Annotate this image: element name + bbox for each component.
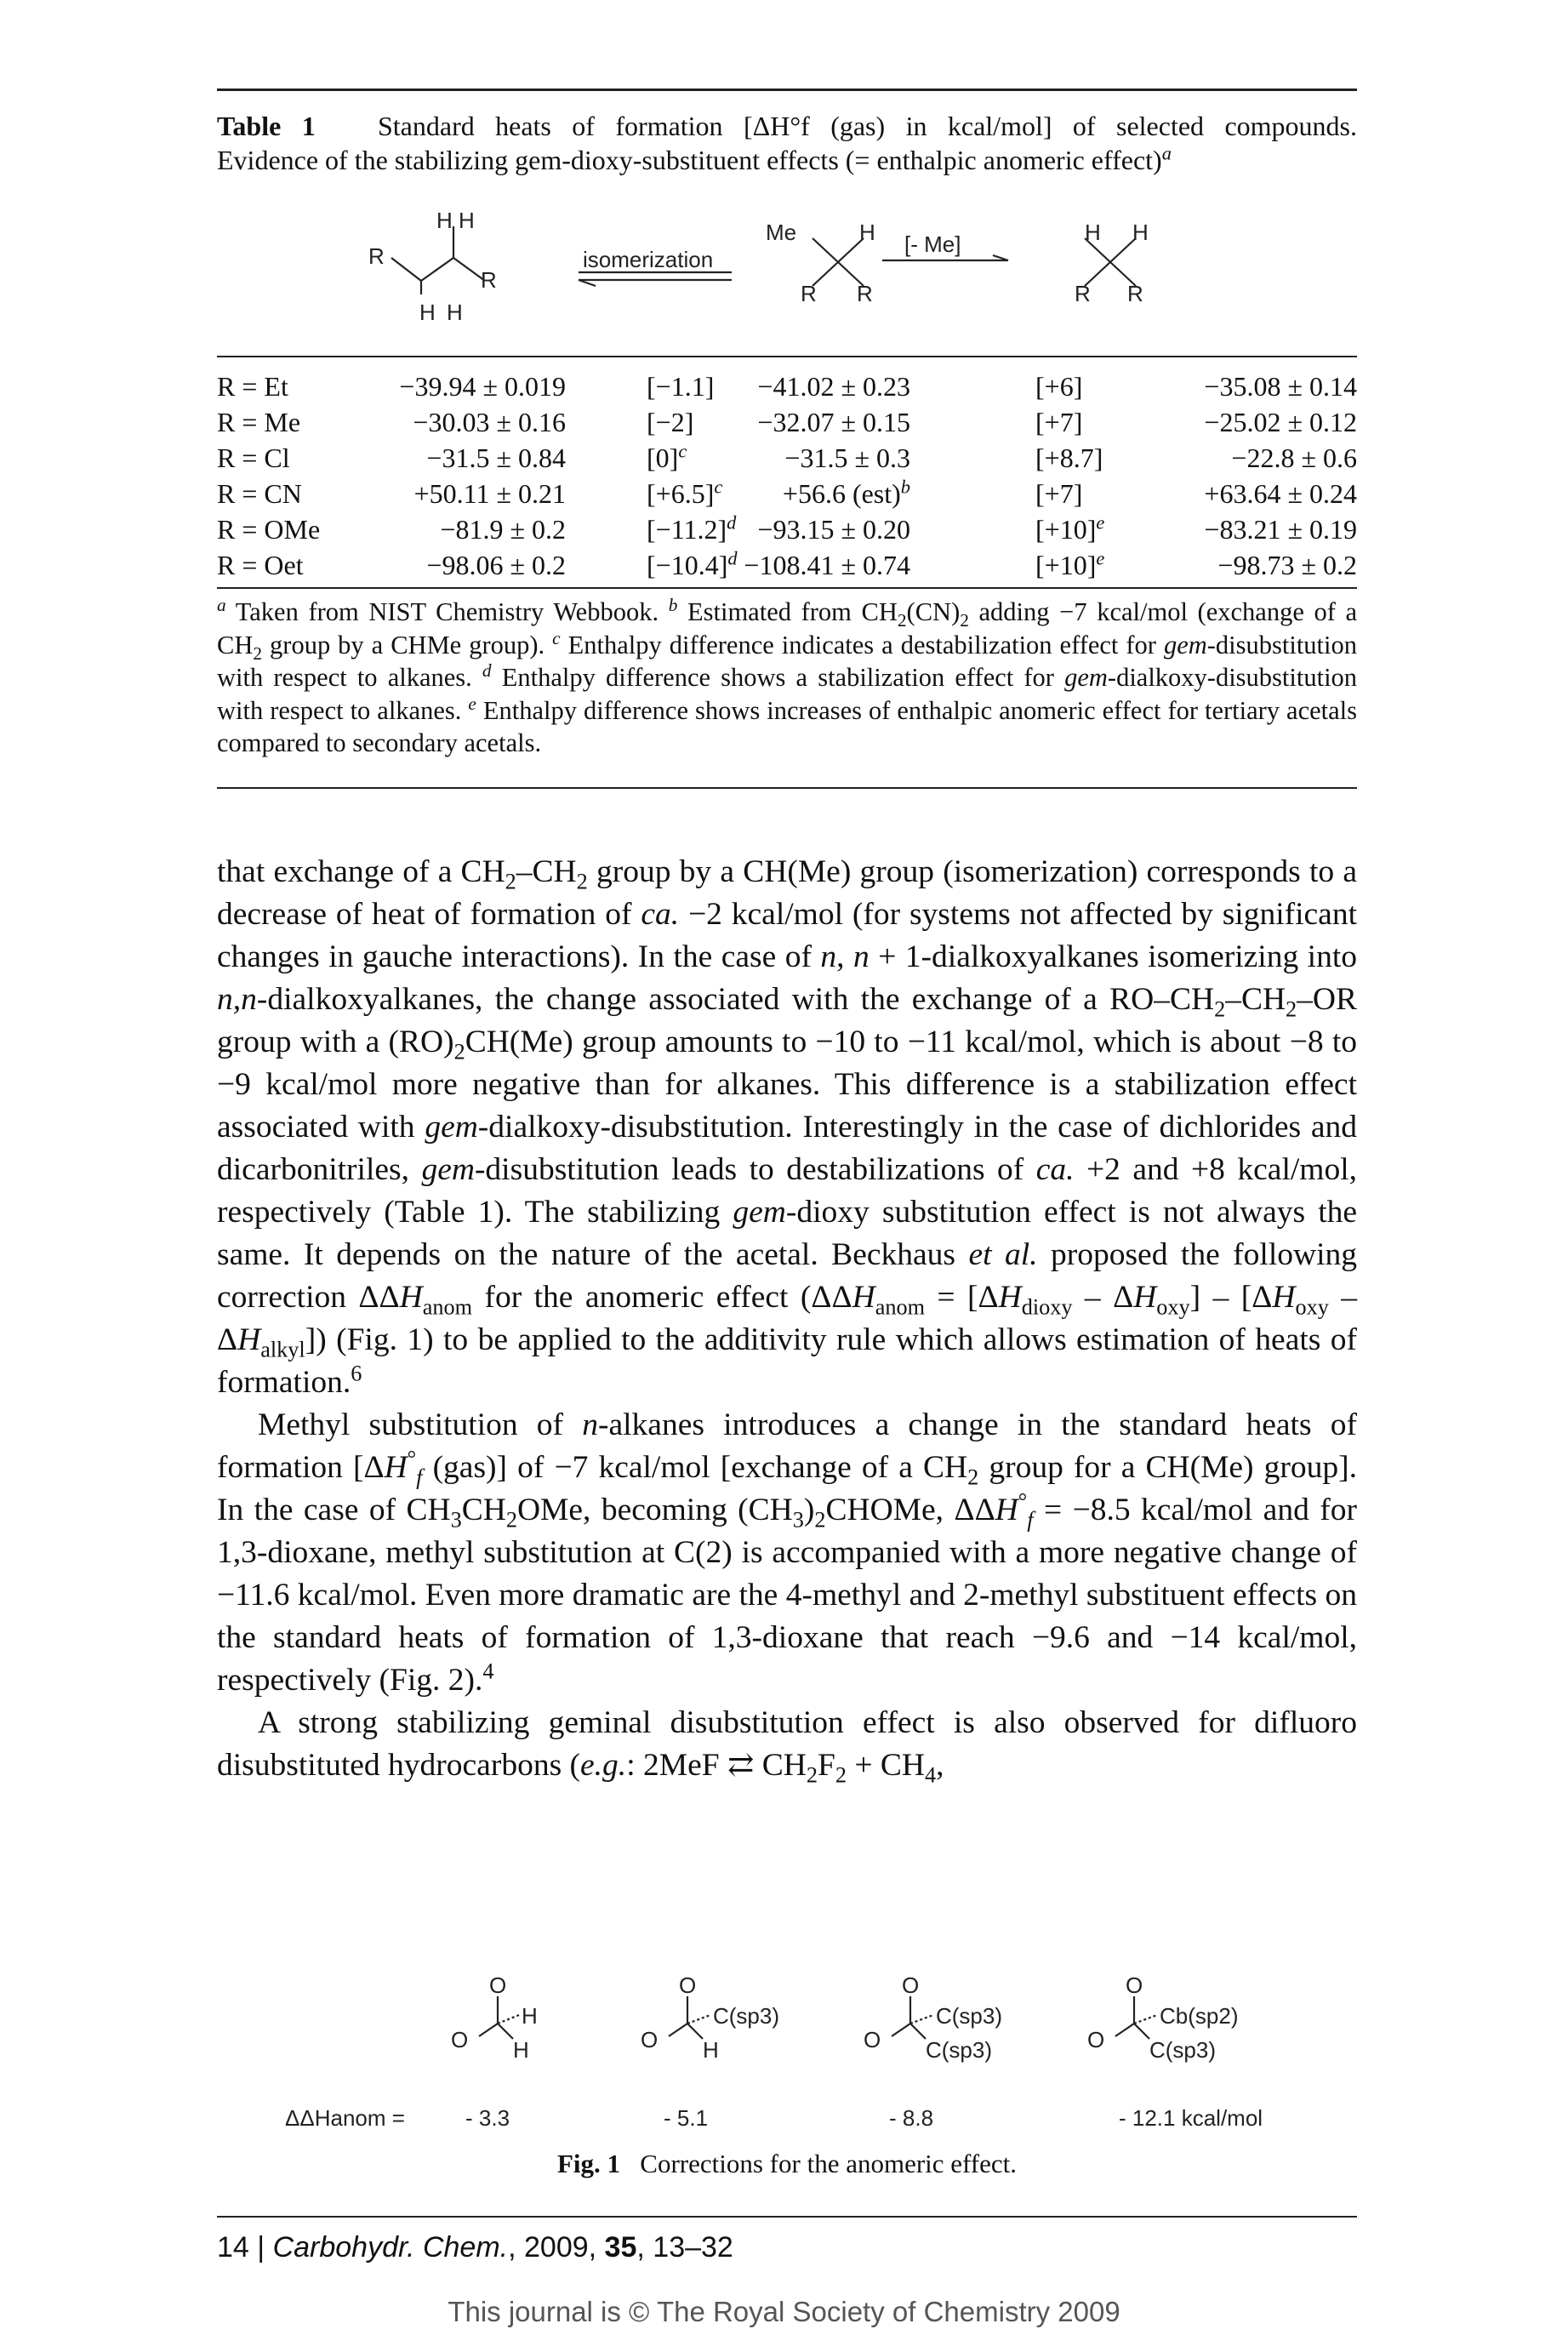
text-run: 2: [505, 1507, 517, 1533]
table-cell-value: +50.11 ± 0.21: [413, 478, 566, 509]
text-run: n,n: [217, 982, 257, 1017]
figure-1: [217, 1972, 1357, 2143]
footnote-c: Enthalpy difference indicates a destabilization effect for: [567, 630, 1164, 659]
table-cell-value: R = Oet: [217, 550, 304, 580]
text-run: 3: [450, 1507, 462, 1533]
text-run: ): [803, 1493, 815, 1527]
table-cell-value: [−1.1]: [647, 371, 715, 402]
table-row: [217, 511, 1357, 547]
table-cell-value: −22.8 ± 0.6: [1231, 442, 1357, 473]
scheme-h-label: H: [459, 208, 475, 233]
table-cell-value: [+7]: [1035, 478, 1083, 509]
table-cell-value: R = CN: [217, 478, 302, 509]
body-text: [217, 851, 1357, 1787]
table-row: [217, 404, 1357, 440]
footnote-c: gem: [1163, 630, 1207, 659]
footer-separator: |: [257, 2231, 265, 2264]
table-cell-value: −93.15 ± 0.20: [757, 514, 910, 545]
footnote-d: gem: [1064, 663, 1108, 692]
text-run: dioxy: [1021, 1294, 1073, 1320]
table-footnotes: $^a$ Taken from NIST Chemistry Webbook. $^b$ Estimated from $CH_2(CN)_2$ adding −7 kcal/mol (exchange of a $CH_2$ group by a CHMe group). $^c$ Enthalpy difference indicates a destabilization effect for gem-disubstitution with respect to alkanes. $^d$ Enthalpy difference shows a stabilization effect for gem-dialkoxy-disubstitution with respect to alkanes. $^e$ Enthalpy difference shows increases of enthalpic anomeric effect for tertiary acetals compared to secondary acetals.: [217, 594, 1358, 757]
text-run: n: [852, 939, 870, 974]
table-cell: [217, 368, 288, 404]
table-cell: [744, 547, 910, 583]
fig-o-label: O: [1087, 2027, 1105, 2052]
fig-value: - 8.8: [889, 2105, 934, 2131]
journal-pages: 13–32: [653, 2231, 733, 2264]
table-cell: [426, 547, 566, 583]
table-cell: [1035, 404, 1082, 440]
table-cell: [647, 511, 736, 547]
table-cell-value: [+7]: [1035, 407, 1083, 437]
fig-o-label: O: [451, 2027, 469, 2052]
text-run: F: [817, 1748, 835, 1783]
scheme-h-label: H: [1132, 220, 1149, 245]
table-body-rule: [217, 587, 1357, 589]
table-cell-note: b: [900, 476, 910, 498]
table-cell-value: R = Cl: [217, 442, 290, 473]
table-cell-note: e: [1096, 511, 1105, 534]
table-header-rule: [217, 356, 1357, 357]
footnote-d: Enthalpy difference shows a stabilization effect for: [501, 663, 1065, 692]
table-caption-line1: Standard heats of formation [ΔH°f (gas) in kcal/mol] of selected compounds.: [377, 111, 1358, 141]
text-run: ]) (Fig. 1) to be applied to the additivity rule which allows estimation of heats of formation.: [217, 1322, 1357, 1400]
scheme-h-label: H: [447, 300, 463, 325]
table-cell: [217, 440, 290, 476]
footnote-b: adding −7 kcal/mol (exchange of a CH: [217, 597, 1358, 659]
demethyl-label: [- Me]: [904, 231, 961, 257]
text-run: + CH: [846, 1748, 925, 1783]
text-run: 2: [505, 869, 516, 894]
table-bottom-rule: [217, 787, 1357, 789]
table-row: [217, 547, 1357, 583]
table-title: Table 1: [217, 111, 316, 141]
footer-rule: [217, 2216, 1357, 2218]
fig-value: - 12.1 kcal/mol: [1119, 2105, 1263, 2131]
text-run: H: [384, 1450, 408, 1485]
scheme-h-label: H: [419, 300, 436, 325]
table-cell: [1035, 511, 1104, 547]
scheme-h-label: H: [436, 208, 453, 233]
journal-volume: 35: [604, 2231, 637, 2264]
text-run: group for a CH(Me) group]. In the case of CH: [217, 1450, 1357, 1527]
table-cell: [647, 440, 687, 476]
table-cell-value: [−11.2]: [647, 514, 727, 545]
text-run: Methyl substitution of: [258, 1407, 583, 1442]
table-cell: [757, 368, 910, 404]
scheme-me-label: Me: [766, 220, 797, 245]
text-run: ca.: [1035, 1152, 1075, 1187]
text-run: f: [1027, 1507, 1034, 1533]
scheme-h-label: H: [1085, 220, 1101, 245]
table-cell-value: −31.5 ± 0.84: [426, 442, 566, 473]
table-cell: [757, 404, 910, 440]
table-cell-value: R = OMe: [217, 514, 321, 545]
footnote-b: (CN): [906, 597, 961, 626]
table-cell: [217, 404, 300, 440]
table-cell-value: −41.02 ± 0.23: [757, 371, 910, 402]
fig-value: - 3.3: [465, 2105, 510, 2131]
text-run: H: [852, 1280, 875, 1315]
scheme-r-label: R: [1127, 281, 1143, 306]
scheme-r-label: R: [481, 267, 497, 293]
table-cell: [1035, 440, 1103, 476]
table-cell: [1035, 476, 1082, 511]
table-cell-value: −98.06 ± 0.2: [426, 550, 566, 580]
text-run: 4: [924, 1762, 937, 1788]
table-cell: [1204, 511, 1357, 547]
table-cell-value: −98.73 ± 0.2: [1217, 550, 1357, 580]
table-cell-note: c: [678, 440, 687, 462]
table-cell: [414, 476, 566, 511]
fig-o-label: O: [864, 2027, 881, 2052]
page-footer: 14 | Carbohydr. Chem., 2009, 35, 13–32: [217, 2231, 733, 2264]
table-cell-value: −81.9 ± 0.2: [440, 514, 566, 545]
text-run: – Δ: [1072, 1280, 1134, 1315]
paragraph: [217, 1404, 1357, 1702]
text-run: anom: [422, 1294, 473, 1320]
text-run: n: [820, 939, 837, 974]
footnote-a: Taken from NIST Chemistry Webbook.: [235, 597, 659, 626]
table-cell: [1217, 547, 1357, 583]
table-cell: [783, 476, 910, 511]
fig-sub-label: C(sp3): [926, 2037, 993, 2063]
scheme-r-label: R: [801, 281, 817, 306]
table-cell: [647, 547, 738, 583]
table-cell-value: R = Me: [217, 407, 301, 437]
text-run: −2 kcal/mol (for systems not affected by significant changes in gauche interactions). In the case of: [217, 897, 1357, 974]
text-run: e.g.: [580, 1748, 627, 1783]
text-run: -disubstitution leads to destabilizations of: [474, 1152, 1036, 1187]
text-run: A strong stabilizing geminal disubstitution effect is also observed for difluoro disubstituted hydrocarbons (: [217, 1705, 1357, 1783]
text-run: 6: [351, 1361, 362, 1386]
text-run: gem: [425, 1110, 478, 1145]
text-run: n: [582, 1407, 598, 1442]
table-cell: [647, 404, 693, 440]
footnote-b: Estimated from CH: [687, 597, 898, 626]
text-run: oxy: [1156, 1294, 1190, 1320]
figure-caption: [217, 2149, 1357, 2179]
table-caption-line2: Evidence of the stabilizing gem-dioxy-substituent effects (= enthalpic anomeric effect): [217, 145, 1162, 175]
text-run: CH: [461, 1493, 506, 1527]
text-run: ,: [836, 939, 853, 974]
table-cell: [1204, 368, 1357, 404]
text-run: et al.: [968, 1237, 1038, 1272]
table-cell: [399, 368, 566, 404]
table-caption: [217, 109, 1357, 143]
fig-h-label: H: [522, 2003, 538, 2029]
table-cell: [426, 440, 566, 476]
text-run: : 2MeF ⇄ CH: [626, 1748, 807, 1783]
table-cell-value: [−10.4]: [647, 550, 728, 580]
text-run: for the anomeric effect (ΔΔ: [472, 1280, 852, 1315]
journal-name: Carbohydr. Chem.: [272, 2231, 509, 2264]
text-run: °: [407, 1446, 417, 1471]
text-run: H: [998, 1280, 1022, 1315]
isomerization-label: isomerization: [583, 247, 714, 272]
text-run: 3: [792, 1507, 804, 1533]
text-run: H: [995, 1493, 1018, 1527]
table-top-rule: [217, 88, 1357, 91]
text-run: –CH: [516, 854, 577, 889]
table-row: [217, 368, 1357, 404]
fig-sub-label: C(sp3): [713, 2003, 780, 2029]
fig-sub-label: Cb(sp2): [1160, 2003, 1239, 2029]
text-run: ,: [936, 1748, 944, 1783]
table-cell: [1035, 547, 1104, 583]
text-run: 2: [967, 1464, 979, 1490]
table-cell-value: −108.41 ± 0.74: [744, 550, 910, 580]
text-run: -dialkoxy-disubstitution. Interestingly in the case of dichlorides and dicarbonitriles,: [217, 1110, 1357, 1187]
footnote-e: Enthalpy difference shows increases of enthalpic anomeric effect for tertiary acetals compared to secondary acetals.: [217, 695, 1358, 757]
text-run: oxy: [1295, 1294, 1329, 1320]
text-run: 2: [806, 1762, 818, 1788]
table-cell-note: e: [1096, 547, 1105, 569]
table-cell-value: [+10]: [1035, 514, 1097, 545]
table-cell: [413, 404, 566, 440]
footnote-b: group by a CHMe group).: [262, 630, 545, 659]
text-run: –OR group with a (RO): [217, 982, 1357, 1059]
text-run: alkyl: [260, 1337, 305, 1362]
text-run: gem: [421, 1152, 475, 1187]
text-run: gem: [733, 1195, 786, 1230]
text-run: OMe, becoming (CH: [516, 1493, 793, 1527]
footnote-d: -dialkoxy-disubstitution with respect to alkanes.: [217, 663, 1358, 725]
table-cell-value: −31.5 ± 0.3: [784, 442, 910, 473]
text-run: 4: [482, 1658, 494, 1684]
text-run: ca.: [641, 897, 680, 932]
table-cell: [757, 511, 910, 547]
text-run: 2: [453, 1039, 465, 1065]
table-cell-value: [+6.5]: [647, 478, 715, 509]
table-cell-value: −35.08 ± 0.14: [1204, 371, 1357, 402]
table-cell-value: −32.07 ± 0.15: [757, 407, 910, 437]
figure-label: Fig. 1: [556, 2149, 621, 2178]
table-cell: [1204, 404, 1357, 440]
table-cell-value: [−2]: [647, 407, 694, 437]
fig-row-label: ΔΔHanom =: [285, 2105, 405, 2131]
paragraph: [217, 1702, 1357, 1787]
table-cell-note: d: [727, 511, 737, 534]
table-cell: [1231, 440, 1357, 476]
table-cell: [1204, 476, 1357, 511]
text-run: CHOMe, ΔΔ: [825, 1493, 995, 1527]
scheme-r-label: R: [857, 281, 873, 306]
table-cell-value: +63.64 ± 0.24: [1204, 478, 1357, 509]
table-cell-value: [+10]: [1035, 550, 1097, 580]
table-cell: [784, 440, 910, 476]
fig-o-label: O: [641, 2027, 659, 2052]
text-run: – Δ: [217, 1280, 1357, 1357]
fig-o-label: O: [489, 1972, 507, 1998]
fig-value: - 5.1: [664, 2105, 709, 2131]
caption-note-mark: a: [1161, 142, 1172, 164]
text-run: CH(Me) group amounts to −10 to −11 kcal/mol, which is about −8 to −9 kcal/mol more negative than for alkanes. This difference is a stabilization effect associated with: [217, 1025, 1357, 1145]
text-run: = −8.5 kcal/mol and for 1,3-dioxane, methyl substitution at C(2) is accompanied with a more negative change of −11.6 kcal/mol. Even more dramatic are the 4-methyl and 2-methyl substituent effects on the standard heats of formation of 1,3-dioxane that reach −9.6 and −14 kcal/mol, respectively (Fig. 2).: [217, 1493, 1357, 1698]
text-run: 2: [814, 1507, 826, 1533]
text-run: 2: [1286, 996, 1297, 1022]
text-run: +2 and +8 kcal/mol, respectively (Table 1). The stabilizing: [217, 1152, 1357, 1230]
fig-sub-label: C(sp3): [1149, 2037, 1217, 2063]
text-run: -alkanes introduces a change in the standard heats of formation [Δ: [217, 1407, 1358, 1485]
table-cell: [217, 511, 320, 547]
text-run: 2: [1214, 996, 1226, 1022]
text-run: H: [1133, 1280, 1157, 1315]
table-cell-note: d: [727, 547, 738, 569]
table-cell-value: +56.6 (est): [782, 478, 901, 509]
fig-sub-label: C(sp3): [936, 2003, 1003, 2029]
table-cell: [440, 511, 566, 547]
paragraph: [217, 851, 1357, 1404]
table-cell-value: [0]: [647, 442, 679, 473]
text-run: H: [399, 1280, 423, 1315]
table-cell-note: c: [714, 476, 723, 498]
table-row: [217, 440, 1357, 476]
scheme-r-label: R: [1075, 281, 1091, 306]
figure-caption-text: Corrections for the anomeric effect.: [640, 2149, 1018, 2178]
text-run: proposed the following correction ΔΔ: [217, 1237, 1358, 1315]
scheme-h-label: H: [859, 220, 875, 245]
scheme-r-label: R: [368, 243, 385, 269]
text-run: -dialkoxyalkanes, the change associated with the exchange of a RO–CH: [256, 982, 1215, 1017]
fig-h-label: H: [703, 2037, 719, 2063]
table-cell: [217, 547, 304, 583]
footnote-c: -disubstitution with respect to alkanes.: [217, 630, 1358, 692]
table-cell-value: −39.94 ± 0.019: [399, 371, 566, 402]
table-cell-value: R = Et: [217, 371, 288, 402]
table-cell-value: [+8.7]: [1035, 442, 1103, 473]
text-run: anom: [875, 1294, 926, 1320]
table-cell-value: −30.03 ± 0.16: [413, 407, 566, 437]
page-number: 14: [217, 2231, 249, 2264]
text-run: = [Δ: [925, 1280, 999, 1315]
text-run: group by a CH(Me) group (isomerization) corresponds to a decrease of heat of formation of: [217, 854, 1357, 932]
table-cell-value: −25.02 ± 0.12: [1204, 407, 1357, 437]
table-cell: [217, 476, 302, 511]
fig-h-label: H: [513, 2037, 529, 2063]
text-run: 2: [835, 1762, 847, 1788]
text-run: f: [416, 1464, 423, 1490]
isomerization-scheme: [217, 203, 1357, 347]
table-cell: [647, 476, 722, 511]
fig-o-label: O: [679, 1972, 697, 1998]
table-cell-value: [+6]: [1035, 371, 1083, 402]
copyright-notice: This journal is © The Royal Society of Chemistry 2009: [448, 2296, 1120, 2327]
text-run: (gas)] of −7 kcal/mol [exchange of a CH: [422, 1450, 968, 1485]
text-run: H: [237, 1322, 261, 1357]
text-run: that exchange of a CH: [217, 854, 505, 889]
text-run: + 1-dialkoxyalkanes isomerizing into: [869, 939, 1358, 974]
text-run: H: [1272, 1280, 1296, 1315]
text-run: 2: [576, 869, 588, 894]
text-run: -dioxy substitution effect is not always the same. It depends on the nature of the acetal. Beckhaus: [217, 1195, 1358, 1272]
table-row: [217, 476, 1357, 511]
fig-o-label: O: [1126, 1972, 1143, 1998]
table-cell-value: −83.21 ± 0.19: [1204, 514, 1357, 545]
table-cell: [647, 368, 714, 404]
journal-year: 2009,: [524, 2231, 597, 2264]
text-run: –CH: [1225, 982, 1286, 1017]
table-caption-continued: [217, 143, 1357, 177]
table-cell: [1035, 368, 1082, 404]
text-run: ] – [Δ: [1189, 1280, 1273, 1315]
text-run: °: [1018, 1488, 1028, 1514]
fig-o-label: O: [902, 1972, 920, 1998]
